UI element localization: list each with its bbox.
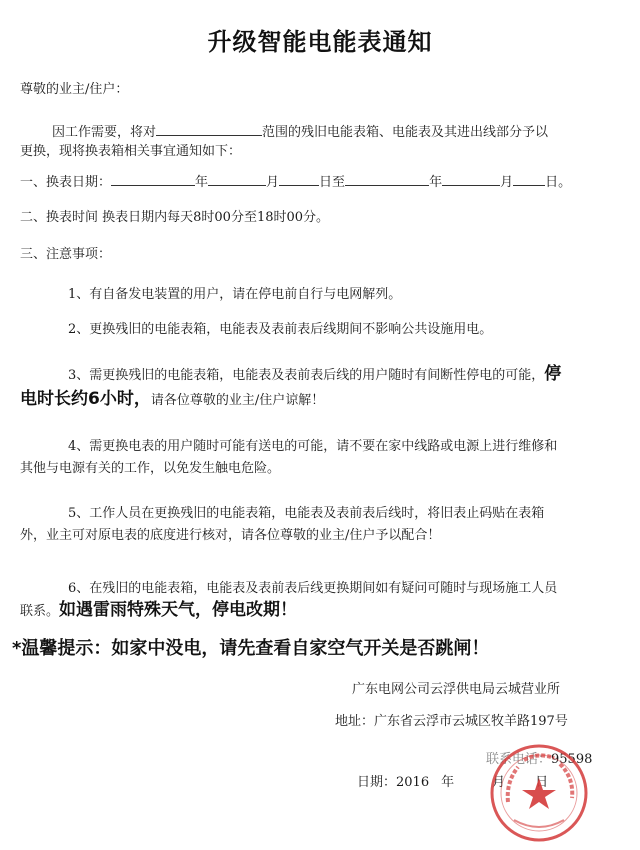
item-notes-heading: 三、注意事项： [20, 247, 112, 262]
note-5-line-2: 外，业主可对原电表的底度进行核对，请各位尊敬的业主/住户予以配合！ [20, 528, 441, 543]
note-5-line-1: 5、工作人员在更换残旧的电能表箱，电能表及表前表后线时，将旧表止码贴在表箱 [68, 506, 545, 521]
date-year-suffix: 年 [441, 775, 455, 790]
start-month-blank [208, 171, 266, 186]
start-day-blank [279, 171, 319, 186]
item1-day-to: 日至 [319, 175, 346, 190]
note-4-line-2: 其他与电源有关的工作，以免发生触电危险。 [20, 461, 281, 476]
item-replacement-date [20, 171, 571, 193]
start-year-blank [111, 171, 195, 186]
note-6-line-1: 6、在残旧的电能表箱，电能表及表前表后线更换期间如有疑问可随时与现场施工人员 [68, 581, 558, 596]
phone-number: 95598 [551, 752, 593, 767]
warm-reminder: *温馨提示：如家中没电，请先查看自家空气开关是否跳闸！ [12, 638, 490, 659]
item1-month: 月 [266, 175, 280, 190]
item1-month-2: 月 [500, 175, 514, 190]
end-day-blank [513, 171, 545, 186]
note-3-line-2 [20, 389, 324, 411]
intro-line-2: 更换，现将换表箱相关事宜通知如下： [20, 144, 242, 159]
official-seal-stamp [488, 742, 593, 844]
note-6-line-2 [20, 600, 297, 622]
issuer-name: 广东电网公司云浮供电局云城营业所 [352, 682, 561, 697]
note-3-emphasis-2: 电时长约6小时， [20, 389, 151, 409]
item1-label: 一、换表日期： [20, 175, 112, 190]
note-3-emphasis-1: 停 [544, 364, 562, 384]
note-2: 2、更换残旧的电能表箱，电能表及表前表后线期间不影响公共设施用电。 [68, 322, 493, 337]
note-3-text-2: 请各位尊敬的业主/住户谅解！ [150, 393, 325, 408]
intro-part-2: 范围的残旧电能表箱、电能表及其进出线部分予以 [262, 125, 549, 140]
date-month-suffix: 月 [492, 775, 506, 790]
item1-day-end: 日。 [545, 175, 572, 190]
note-3-line-1 [68, 364, 561, 386]
end-month-blank [442, 171, 500, 186]
item1-year-2: 年 [429, 175, 443, 190]
issuer-address: 地址：广东省云浮市云城区牧羊路197号 [335, 714, 568, 729]
note-3-text: 3、需更换残旧的电能表箱，电能表及表前表后线的用户随时有间断性停电的可能， [68, 368, 545, 383]
item-replacement-time: 二、换表时间 换表日期内每天8时00分至18时00分。 [20, 210, 330, 225]
intro-part-1: 因工作需要，将对 [52, 125, 157, 140]
note-6-text: 联系。 [20, 604, 60, 619]
notice-title: 升级智能电能表通知 [207, 28, 433, 56]
date-day-suffix: 日 [535, 775, 549, 790]
end-year-blank [345, 171, 429, 186]
note-4-line-1: 4、需更换电表的用户随时可能有送电的可能，请不要在家中线路或电源上进行维修和 [68, 439, 558, 454]
note-1: 1、有自备发电装置的用户，请在停电前自行与电网解列。 [68, 287, 402, 302]
area-blank [156, 121, 262, 136]
item1-year: 年 [195, 175, 209, 190]
date-year-value: 日期：2016 [357, 775, 430, 790]
greeting: 尊敬的业主/住户： [20, 82, 129, 97]
note-6-emphasis: 如遇雷雨特殊天气，停电改期！ [59, 600, 298, 620]
intro-line-1 [52, 121, 548, 143]
phone-label: 联系电话： [486, 752, 552, 767]
